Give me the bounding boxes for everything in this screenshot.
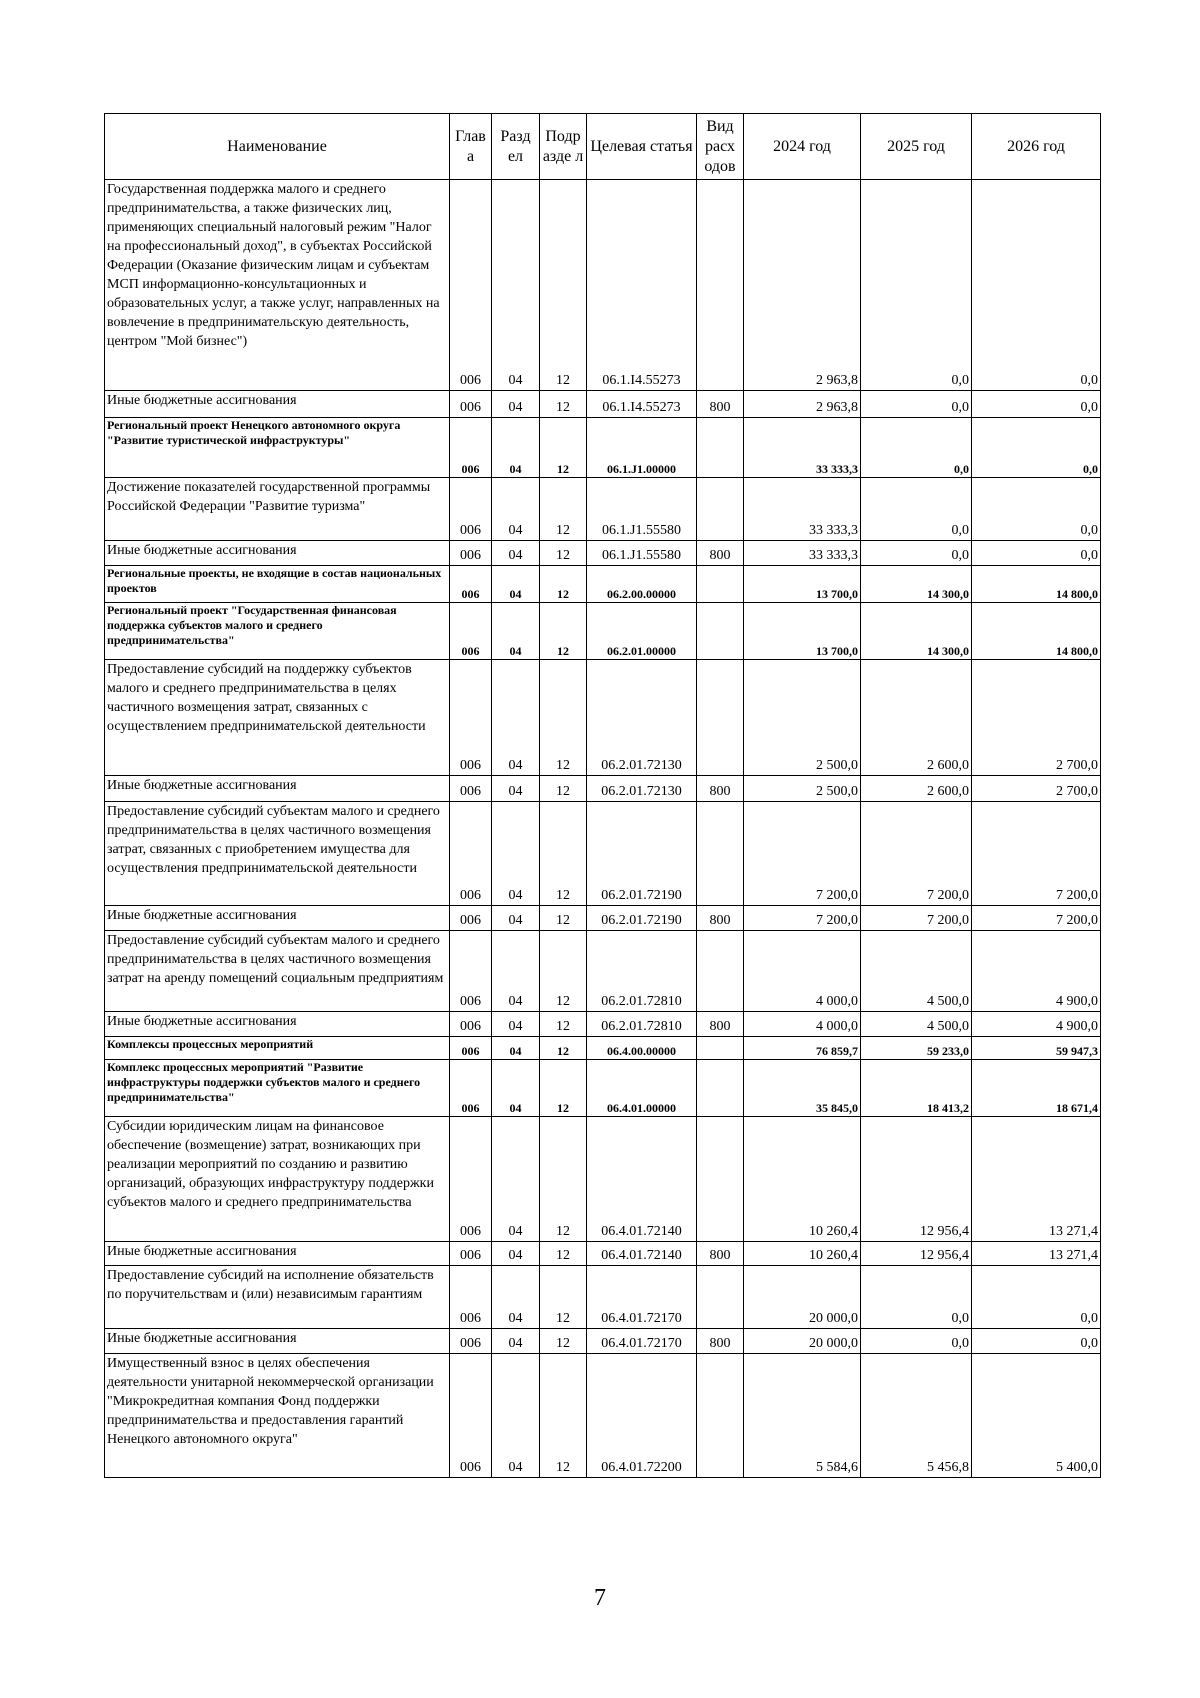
row-2026: 59 947,3 — [972, 1037, 1101, 1060]
document-page — [104, 113, 1101, 1478]
row-podrazdel: 12 — [540, 802, 587, 906]
row-2024: 5 584,6 — [744, 1354, 861, 1478]
row-2026: 7 200,0 — [972, 802, 1101, 906]
table-row — [105, 906, 1101, 931]
row-2024: 33 333,3 — [744, 541, 861, 566]
table-row — [105, 541, 1101, 566]
row-podrazdel: 12 — [540, 391, 587, 418]
row-razdel: 04 — [492, 418, 540, 478]
row-expense-type — [697, 478, 744, 541]
row-2024: 7 200,0 — [744, 802, 861, 906]
row-2024: 13 700,0 — [744, 603, 861, 660]
row-2024: 2 963,8 — [744, 391, 861, 418]
row-target-article: 06.2.01.72190 — [587, 906, 697, 931]
table-row — [105, 603, 1101, 660]
row-razdel: 04 — [492, 541, 540, 566]
table-row — [105, 802, 1101, 906]
row-podrazdel: 12 — [540, 418, 587, 478]
row-target-article: 06.2.01.72130 — [587, 776, 697, 802]
row-glava: 006 — [450, 1060, 492, 1117]
row-target-article: 06.1.I4.55273 — [587, 391, 697, 418]
row-2026: 0,0 — [972, 1329, 1101, 1354]
row-expense-type — [697, 1117, 744, 1242]
row-razdel: 04 — [492, 1354, 540, 1478]
row-2025: 0,0 — [861, 541, 972, 566]
row-2024: 10 260,4 — [744, 1117, 861, 1242]
row-name: Предоставление субсидий субъектам малого и среднего предпринимательства в целях частичного возмещения затрат на аренду помещений социальным предприятиям — [105, 931, 450, 1012]
table-row — [105, 1266, 1101, 1329]
row-expense-type — [697, 603, 744, 660]
row-podrazdel: 12 — [540, 931, 587, 1012]
row-2025: 0,0 — [861, 1266, 972, 1329]
table-row — [105, 776, 1101, 802]
row-glava: 006 — [450, 180, 492, 391]
header-year-2024: 2024 год — [744, 114, 861, 180]
row-expense-type — [697, 1354, 744, 1478]
table-body — [105, 180, 1101, 1478]
row-2025: 0,0 — [861, 418, 972, 478]
row-name: Субсидии юридическим лицам на финансовое обеспечение (возмещение) затрат, возникающих при реализации мероприятий по созданию и развитию организаций, образующих инфраструктуру поддержки субъектов малого и среднего предпринимательства — [105, 1117, 450, 1242]
row-2026: 5 400,0 — [972, 1354, 1101, 1478]
row-expense-type — [697, 1266, 744, 1329]
row-podrazdel: 12 — [540, 1329, 587, 1354]
table-row — [105, 566, 1101, 603]
row-2024: 20 000,0 — [744, 1266, 861, 1329]
header-row — [105, 114, 1101, 180]
row-expense-type: 800 — [697, 1242, 744, 1266]
row-2026: 0,0 — [972, 478, 1101, 541]
row-target-article: 06.2.01.72810 — [587, 1012, 697, 1037]
row-razdel: 04 — [492, 478, 540, 541]
row-name: Иные бюджетные ассигнования — [105, 776, 450, 802]
row-expense-type: 800 — [697, 1012, 744, 1037]
row-podrazdel: 12 — [540, 1060, 587, 1117]
row-podrazdel: 12 — [540, 1354, 587, 1478]
row-target-article: 06.1.J1.55580 — [587, 478, 697, 541]
row-2024: 33 333,3 — [744, 478, 861, 541]
row-name: Региональный проект "Государственная финансовая поддержка субъектов малого и среднего предпринимательства" — [105, 603, 450, 660]
row-podrazdel: 12 — [540, 1037, 587, 1060]
row-podrazdel: 12 — [540, 1266, 587, 1329]
row-2026: 0,0 — [972, 1266, 1101, 1329]
row-2025: 14 300,0 — [861, 603, 972, 660]
row-2025: 12 956,4 — [861, 1117, 972, 1242]
row-glava: 006 — [450, 931, 492, 1012]
header-year-2025: 2025 год — [861, 114, 972, 180]
row-podrazdel: 12 — [540, 1242, 587, 1266]
header-glava: Глав а — [450, 114, 492, 180]
row-2026: 7 200,0 — [972, 906, 1101, 931]
row-glava: 006 — [450, 1354, 492, 1478]
row-target-article: 06.2.01.72190 — [587, 802, 697, 906]
row-name: Иные бюджетные ассигнования — [105, 906, 450, 931]
table-row — [105, 1060, 1101, 1117]
row-target-article: 06.4.01.72170 — [587, 1266, 697, 1329]
row-2025: 0,0 — [861, 478, 972, 541]
row-2024: 2 963,8 — [744, 180, 861, 391]
row-2025: 4 500,0 — [861, 1012, 972, 1037]
row-target-article: 06.4.00.00000 — [587, 1037, 697, 1060]
table-row — [105, 1012, 1101, 1037]
header-podrazdel: Подр азде л — [540, 114, 587, 180]
row-razdel: 04 — [492, 1117, 540, 1242]
row-2026: 0,0 — [972, 391, 1101, 418]
row-name: Комплексы процессных мероприятий — [105, 1037, 450, 1060]
row-name: Предоставление субсидий на поддержку субъектов малого и среднего предпринимательства в целях частичного возмещения затрат, связанных с осуществлением предпринимательской деятельности — [105, 660, 450, 776]
row-glava: 006 — [450, 478, 492, 541]
row-2025: 2 600,0 — [861, 660, 972, 776]
table-row — [105, 1037, 1101, 1060]
row-glava: 006 — [450, 1117, 492, 1242]
row-2024: 2 500,0 — [744, 776, 861, 802]
row-name: Иные бюджетные ассигнования — [105, 1012, 450, 1037]
row-podrazdel: 12 — [540, 660, 587, 776]
row-2026: 0,0 — [972, 541, 1101, 566]
row-2025: 12 956,4 — [861, 1242, 972, 1266]
row-name: Региональный проект Ненецкого автономного округа "Развитие туристической инфраструктуры" — [105, 418, 450, 478]
table-row — [105, 931, 1101, 1012]
row-2024: 2 500,0 — [744, 660, 861, 776]
row-name: Достижение показателей государственной программы Российской Федерации "Развитие туризма" — [105, 478, 450, 541]
row-glava: 006 — [450, 566, 492, 603]
row-expense-type — [697, 566, 744, 603]
row-podrazdel: 12 — [540, 1012, 587, 1037]
row-2024: 13 700,0 — [744, 566, 861, 603]
row-2024: 33 333,3 — [744, 418, 861, 478]
header-razdel: Разд ел — [492, 114, 540, 180]
row-glava: 006 — [450, 1329, 492, 1354]
row-glava: 006 — [450, 418, 492, 478]
row-name: Иные бюджетные ассигнования — [105, 391, 450, 418]
row-podrazdel: 12 — [540, 906, 587, 931]
row-expense-type — [697, 802, 744, 906]
row-name: Государственная поддержка малого и среднего предпринимательства, а также физических лиц, применяющих специальный налоговый режим "Налог на профессиональный доход", в субъектах Российской Федерации (Оказание физическим лицам и субъектам МСП информационно-консультационных и образовательных услуг, а также услуг, направленных на вовлечение в предпринимательскую деятельность, центром "Мой бизнес") — [105, 180, 450, 391]
row-2025: 0,0 — [861, 391, 972, 418]
row-name: Иные бюджетные ассигнования — [105, 1242, 450, 1266]
table-row — [105, 1354, 1101, 1478]
row-razdel: 04 — [492, 931, 540, 1012]
row-target-article: 06.2.01.72810 — [587, 931, 697, 1012]
row-podrazdel: 12 — [540, 1117, 587, 1242]
row-podrazdel: 12 — [540, 541, 587, 566]
row-2025: 7 200,0 — [861, 906, 972, 931]
row-2025: 7 200,0 — [861, 802, 972, 906]
row-podrazdel: 12 — [540, 776, 587, 802]
table-row — [105, 391, 1101, 418]
table-row — [105, 1329, 1101, 1354]
row-2026: 0,0 — [972, 180, 1101, 391]
header-expense-type: Вид расх одов — [697, 114, 744, 180]
row-2025: 2 600,0 — [861, 776, 972, 802]
row-2024: 4 000,0 — [744, 931, 861, 1012]
row-razdel: 04 — [492, 603, 540, 660]
table-row — [105, 478, 1101, 541]
row-name: Иные бюджетные ассигнования — [105, 1329, 450, 1354]
row-2026: 2 700,0 — [972, 660, 1101, 776]
row-expense-type — [697, 660, 744, 776]
row-2025: 0,0 — [861, 1329, 972, 1354]
row-razdel: 04 — [492, 906, 540, 931]
row-expense-type — [697, 1060, 744, 1117]
row-target-article: 06.4.01.72140 — [587, 1117, 697, 1242]
row-2026: 13 271,4 — [972, 1117, 1101, 1242]
row-target-article: 06.2.00.00000 — [587, 566, 697, 603]
row-name: Комплекс процессных мероприятий "Развитие инфраструктуры поддержки субъектов малого и среднего предпринимательства" — [105, 1060, 450, 1117]
row-expense-type — [697, 180, 744, 391]
row-expense-type — [697, 931, 744, 1012]
row-razdel: 04 — [492, 1037, 540, 1060]
row-glava: 006 — [450, 391, 492, 418]
row-glava: 006 — [450, 776, 492, 802]
row-target-article: 06.2.01.00000 — [587, 603, 697, 660]
row-2025: 5 456,8 — [861, 1354, 972, 1478]
table-row — [105, 1117, 1101, 1242]
row-2026: 13 271,4 — [972, 1242, 1101, 1266]
row-2024: 10 260,4 — [744, 1242, 861, 1266]
row-expense-type: 800 — [697, 541, 744, 566]
row-glava: 006 — [450, 1266, 492, 1329]
row-target-article: 06.1.I4.55273 — [587, 180, 697, 391]
row-razdel: 04 — [492, 660, 540, 776]
row-2024: 76 859,7 — [744, 1037, 861, 1060]
row-razdel: 04 — [492, 1266, 540, 1329]
row-target-article: 06.1.J1.55580 — [587, 541, 697, 566]
row-name: Предоставление субсидий на исполнение обязательств по поручительствам и (или) независимым гарантиям — [105, 1266, 450, 1329]
row-2025: 18 413,2 — [861, 1060, 972, 1117]
row-2024: 7 200,0 — [744, 906, 861, 931]
row-expense-type — [697, 1037, 744, 1060]
table-row — [105, 418, 1101, 478]
table-row — [105, 1242, 1101, 1266]
row-2025: 4 500,0 — [861, 931, 972, 1012]
header-name: Наименование — [105, 114, 450, 180]
header-year-2026: 2026 год — [972, 114, 1101, 180]
row-2026: 0,0 — [972, 418, 1101, 478]
row-glava: 006 — [450, 802, 492, 906]
row-2025: 14 300,0 — [861, 566, 972, 603]
row-glava: 006 — [450, 1012, 492, 1037]
row-glava: 006 — [450, 906, 492, 931]
table-row — [105, 660, 1101, 776]
row-podrazdel: 12 — [540, 566, 587, 603]
row-podrazdel: 12 — [540, 478, 587, 541]
header-target-article: Целевая статья — [587, 114, 697, 180]
row-glava: 006 — [450, 1242, 492, 1266]
row-name: Иные бюджетные ассигнования — [105, 541, 450, 566]
row-glava: 006 — [450, 603, 492, 660]
row-2025: 59 233,0 — [861, 1037, 972, 1060]
row-name: Региональные проекты, не входящие в состав национальных проектов — [105, 566, 450, 603]
row-name: Имущественный взнос в целях обеспечения деятельности унитарной некоммерческой организации "Микрокредитная компания Фонд поддержки предпринимательства и предоставления гарантий Ненецкого автономного округа" — [105, 1354, 450, 1478]
row-expense-type — [697, 418, 744, 478]
row-razdel: 04 — [492, 1329, 540, 1354]
table-row — [105, 180, 1101, 391]
row-glava: 006 — [450, 660, 492, 776]
row-razdel: 04 — [492, 776, 540, 802]
row-target-article: 06.1.J1.00000 — [587, 418, 697, 478]
row-razdel: 04 — [492, 391, 540, 418]
row-2026: 4 900,0 — [972, 1012, 1101, 1037]
row-2026: 14 800,0 — [972, 603, 1101, 660]
row-target-article: 06.4.01.72140 — [587, 1242, 697, 1266]
row-2026: 2 700,0 — [972, 776, 1101, 802]
row-podrazdel: 12 — [540, 603, 587, 660]
row-2025: 0,0 — [861, 180, 972, 391]
row-razdel: 04 — [492, 566, 540, 603]
row-2024: 4 000,0 — [744, 1012, 861, 1037]
row-glava: 006 — [450, 541, 492, 566]
row-target-article: 06.4.01.00000 — [587, 1060, 697, 1117]
row-razdel: 04 — [492, 1242, 540, 1266]
row-2024: 20 000,0 — [744, 1329, 861, 1354]
row-podrazdel: 12 — [540, 180, 587, 391]
row-expense-type: 800 — [697, 906, 744, 931]
row-razdel: 04 — [492, 180, 540, 391]
row-2024: 35 845,0 — [744, 1060, 861, 1117]
row-2026: 14 800,0 — [972, 566, 1101, 603]
row-razdel: 04 — [492, 802, 540, 906]
row-name: Предоставление субсидий субъектам малого и среднего предпринимательства в целях частичного возмещения затрат, связанных с приобретением имущества для осуществления предпринимательской деятельности — [105, 802, 450, 906]
page-number: 7 — [594, 1585, 606, 1611]
row-2026: 4 900,0 — [972, 931, 1101, 1012]
row-target-article: 06.4.01.72200 — [587, 1354, 697, 1478]
row-razdel: 04 — [492, 1012, 540, 1037]
row-target-article: 06.2.01.72130 — [587, 660, 697, 776]
row-expense-type: 800 — [697, 1329, 744, 1354]
row-razdel: 04 — [492, 1060, 540, 1117]
row-2026: 18 671,4 — [972, 1060, 1101, 1117]
budget-table — [104, 113, 1101, 1478]
row-target-article: 06.4.01.72170 — [587, 1329, 697, 1354]
row-expense-type: 800 — [697, 776, 744, 802]
row-glava: 006 — [450, 1037, 492, 1060]
row-expense-type: 800 — [697, 391, 744, 418]
